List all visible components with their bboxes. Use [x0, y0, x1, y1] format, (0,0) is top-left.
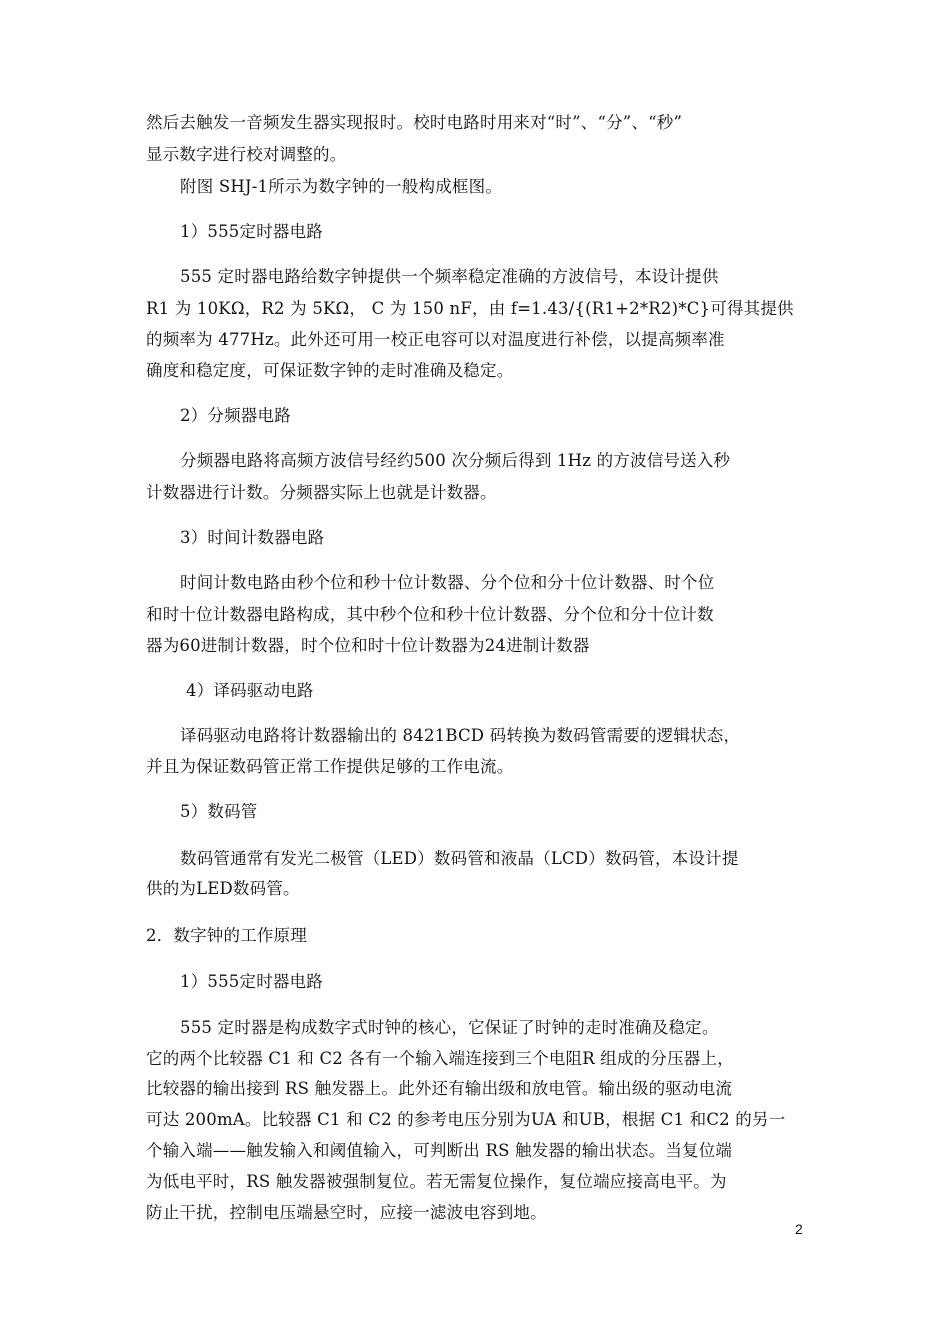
section-heading: 1）555定时器电路 — [180, 222, 323, 241]
text-line: R1 为 10KΩ，R2 为 5KΩ， C 为 150 nF，由 f=1.43/{(R1+2*R2)*C}可得其提供 — [146, 299, 794, 318]
section-heading: 5）数码管 — [180, 802, 258, 821]
text-line: 个输入端——触发输入和阈值输入，可判断出 RS 触发器的输出状态。当复位端 — [146, 1141, 733, 1160]
text-line: 并且为保证数码管正常工作提供足够的工作电流。 — [146, 757, 514, 776]
text-line: 的频率为 477Hz。此外还可用一校正电容可以对温度进行补偿，以提高频率准 — [146, 330, 725, 349]
section-heading: 4）译码驱动电路 — [186, 681, 314, 700]
text-line: 它的两个比较器 C1 和 C2 各有一个输入端连接到三个电阻R 组成的分压器上， — [146, 1049, 734, 1068]
section-heading: 3）时间计数器电路 — [180, 528, 325, 547]
text-line: 然后去触发一音频发生器实现报时。校时电路时用来对“时”、“分”、“秒” — [146, 113, 683, 132]
text-line: 时间计数电路由秒个位和秒十位计数器、分个位和分十位计数器、时个位 — [180, 573, 715, 592]
text-line: 分频器电路将高频方波信号经约500 次分频后得到 1Hz 的方波信号送入秒 — [180, 451, 731, 470]
text-line: 数码管通常有发光二极管（LED）数码管和液晶（LCD）数码管，本设计提 — [180, 849, 739, 868]
text-line: 确度和稳定度，可保证数字钟的走时准确及稳定。 — [146, 361, 514, 380]
page-number: 2 — [795, 1221, 803, 1237]
section-heading: 2．数字钟的工作原理 — [146, 926, 307, 945]
text-line: 器为60进制计数器，时个位和时十位计数器为24进制计数器 — [146, 636, 590, 655]
text-line: 555 定时器电路给数字钟提供一个频率稳定准确的方波信号，本设计提供 — [180, 267, 719, 286]
section-heading: 2）分频器电路 — [180, 406, 291, 425]
text-line: 为低电平时，RS 触发器被强制复位。若无需复位操作，复位端应接高电平。为 — [146, 1172, 727, 1191]
text-line: 附图 SHJ-1所示为数字钟的一般构成框图。 — [180, 177, 503, 196]
text-line: 555 定时器是构成数字式时钟的核心，它保证了时钟的走时准确及稳定。 — [180, 1018, 719, 1037]
text-line: 和时十位计数器电路构成，其中秒个位和秒十位计数器、分个位和分十位计数 — [146, 605, 714, 624]
text-line: 防止干扰，控制电压端悬空时，应接一滤波电容到地。 — [146, 1203, 547, 1222]
text-line: 计数器进行计数。分频器实际上也就是计数器。 — [146, 483, 497, 502]
text-line: 可达 200mA。比较器 C1 和 C2 的参考电压分别为UA 和UB，根据 C1 和C2 的另一 — [146, 1110, 786, 1129]
text-line: 译码驱动电路将计数器输出的 8421BCD 码转换为数码管需要的逻辑状态， — [180, 726, 741, 745]
text-line: 供的为LED数码管。 — [146, 879, 300, 898]
text-line: 比较器的输出接到 RS 触发器上。此外还有输出级和放电管。输出级的驱动电流 — [146, 1079, 733, 1098]
text-line: 显示数字进行校对调整的。 — [146, 145, 347, 164]
section-heading: 1）555定时器电路 — [180, 972, 323, 991]
